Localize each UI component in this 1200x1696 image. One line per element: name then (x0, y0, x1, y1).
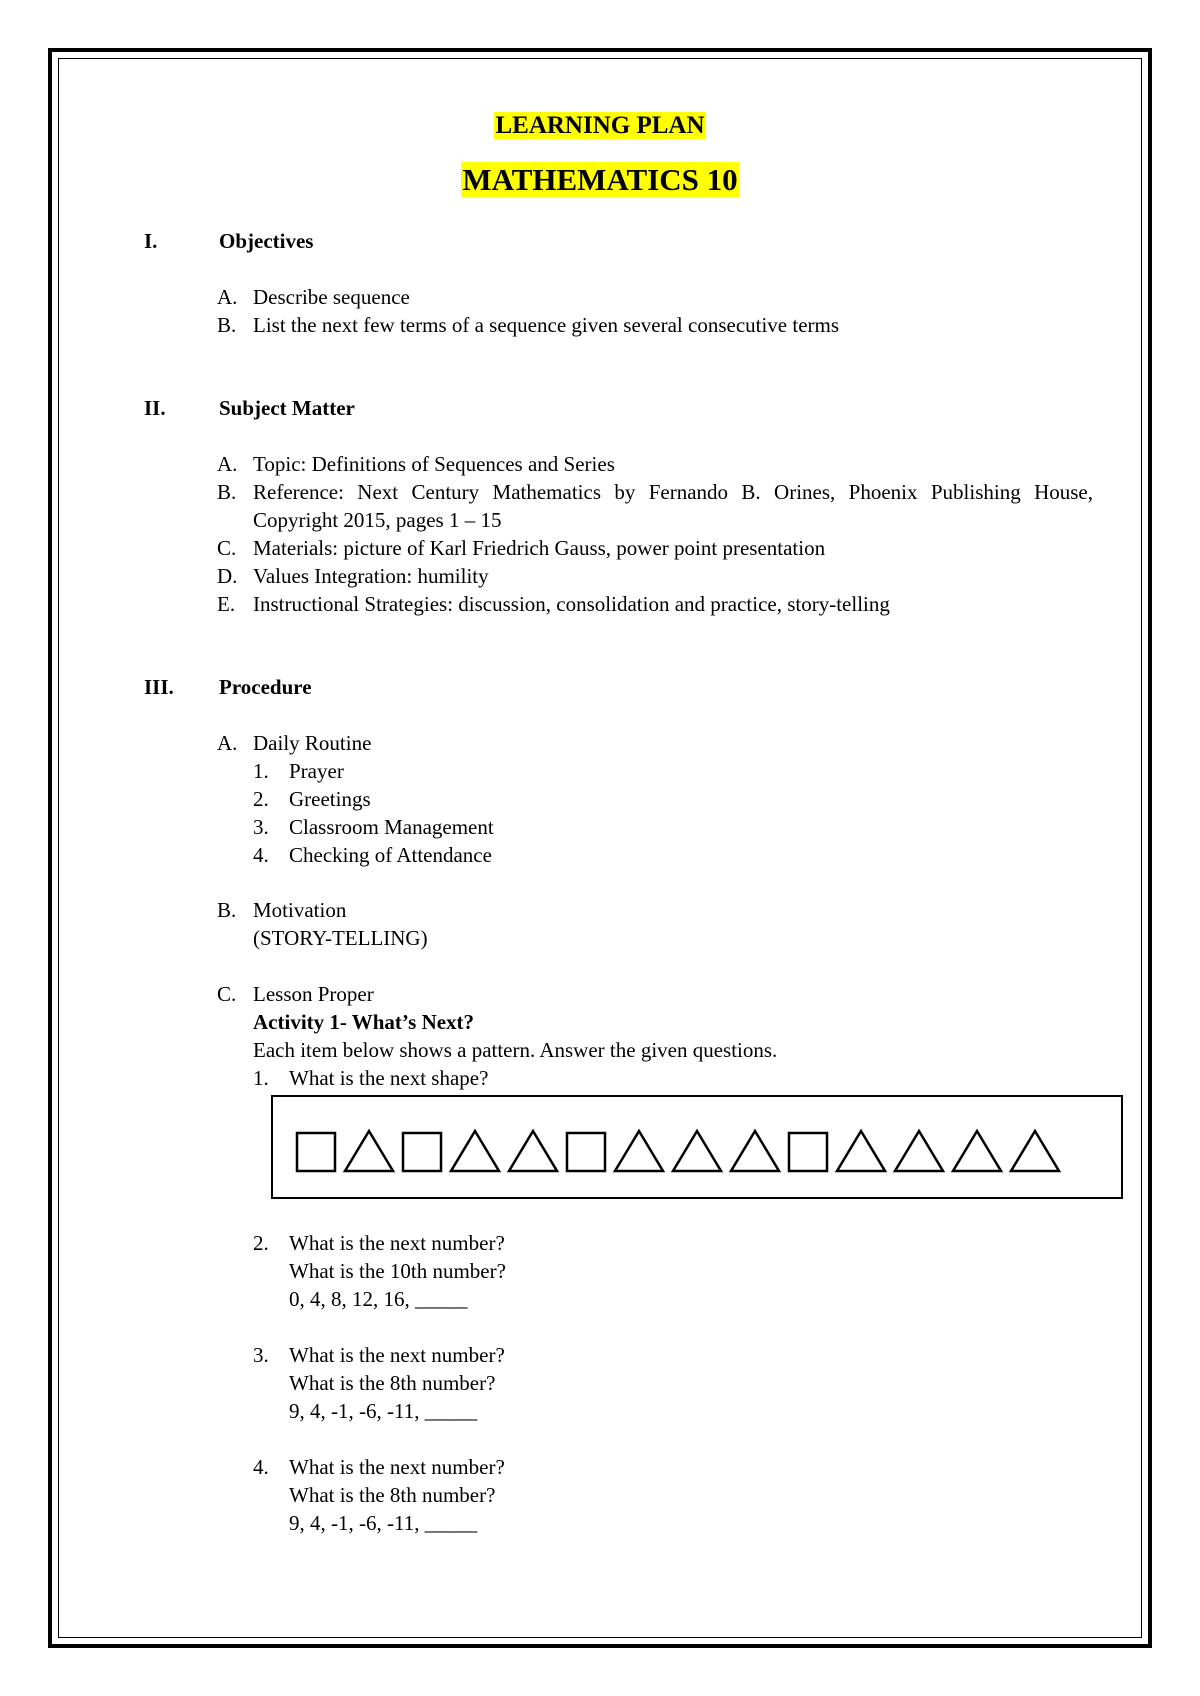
item-marker: A. (217, 731, 238, 755)
item-text: Daily Routine (253, 731, 372, 755)
triangle-shape (953, 1131, 1001, 1171)
item-marker: 4. (253, 843, 269, 867)
question-3-sequence: 9, 4, -1, -6, -11, _____ (289, 1399, 478, 1423)
triangle-shape (895, 1131, 943, 1171)
item-text: Instructional Strategies: discussion, consolidation and practice, story-telling (253, 592, 890, 616)
item-text: Topic: Definitions of Sequences and Series (253, 452, 615, 476)
activity-title: Activity 1- What’s Next? (253, 1010, 475, 1034)
question-2-sequence: 0, 4, 8, 12, 16, _____ (289, 1287, 468, 1311)
activity-instructions: Each item below shows a pattern. Answer the given questions. (253, 1038, 778, 1062)
triangle-shape (731, 1131, 779, 1171)
item-marker: B. (217, 480, 237, 504)
triangle-shape (345, 1131, 393, 1171)
item-marker: D. (217, 564, 238, 588)
triangle-shape (451, 1131, 499, 1171)
item-text: What is the next shape? (289, 1066, 489, 1090)
item-marker: 3. (253, 815, 269, 839)
item-marker: 2. (253, 1231, 269, 1255)
square-shape (403, 1133, 441, 1171)
item-text: Values Integration: humility (253, 564, 489, 588)
section-number: III. (144, 675, 174, 699)
item-marker: E. (217, 592, 236, 616)
item-text: What is the next number? (289, 1231, 505, 1255)
shape-pattern (273, 1097, 1125, 1201)
triangle-shape (673, 1131, 721, 1171)
item-text: Materials: picture of Karl Friedrich Gauss, power point presentation (253, 536, 826, 560)
item-marker: B. (217, 898, 237, 922)
item-text: What is the next number? (289, 1455, 505, 1479)
item-marker: 4. (253, 1455, 269, 1479)
triangle-shape (615, 1131, 663, 1171)
triangle-shape (837, 1131, 885, 1171)
triangle-shape (509, 1131, 557, 1171)
item-text: Classroom Management (289, 815, 494, 839)
motivation-note: (STORY-TELLING) (253, 926, 428, 950)
item-marker: 2. (253, 787, 269, 811)
section-number: I. (144, 229, 158, 253)
item-text: Motivation (253, 898, 347, 922)
item-marker: C. (217, 536, 237, 560)
section-number: II. (144, 396, 166, 420)
item-marker: 3. (253, 1343, 269, 1367)
triangle-shape (1011, 1131, 1059, 1171)
section-label: Objectives (219, 229, 314, 253)
section-label: Procedure (219, 675, 312, 699)
item-text: Describe sequence (253, 285, 410, 309)
shape-pattern-box (271, 1095, 1123, 1199)
square-shape (789, 1133, 827, 1171)
item-text: What is the next number? (289, 1343, 505, 1367)
document-subtitle: MATHEMATICS 10 (462, 162, 738, 197)
item-marker: A. (217, 285, 238, 309)
question-4-sequence: 9, 4, -1, -6, -11, _____ (289, 1511, 478, 1535)
item-marker: B. (217, 313, 237, 337)
item-text: Lesson Proper (253, 982, 374, 1006)
item-marker: C. (217, 982, 237, 1006)
document-title: LEARNING PLAN (495, 112, 705, 139)
question-2-line2: What is the 10th number? (289, 1259, 506, 1283)
item-marker: 1. (253, 759, 269, 783)
item-text: List the next few terms of a sequence given several consecutive terms (253, 313, 840, 337)
section-label: Subject Matter (219, 396, 355, 420)
item-marker: 1. (253, 1066, 269, 1090)
item-text: Prayer (289, 759, 344, 783)
item-text: Reference: Next Century Mathematics by Fernando B. Orines, Phoenix Publishing House, Copyright 2015, pages 1 – 15 (253, 480, 1093, 532)
square-shape (297, 1133, 335, 1171)
square-shape (567, 1133, 605, 1171)
item-text: Greetings (289, 787, 371, 811)
question-4-line2: What is the 8th number? (289, 1483, 496, 1507)
item-marker: A. (217, 452, 238, 476)
question-3-line2: What is the 8th number? (289, 1371, 496, 1395)
item-text: Checking of Attendance (289, 843, 492, 867)
